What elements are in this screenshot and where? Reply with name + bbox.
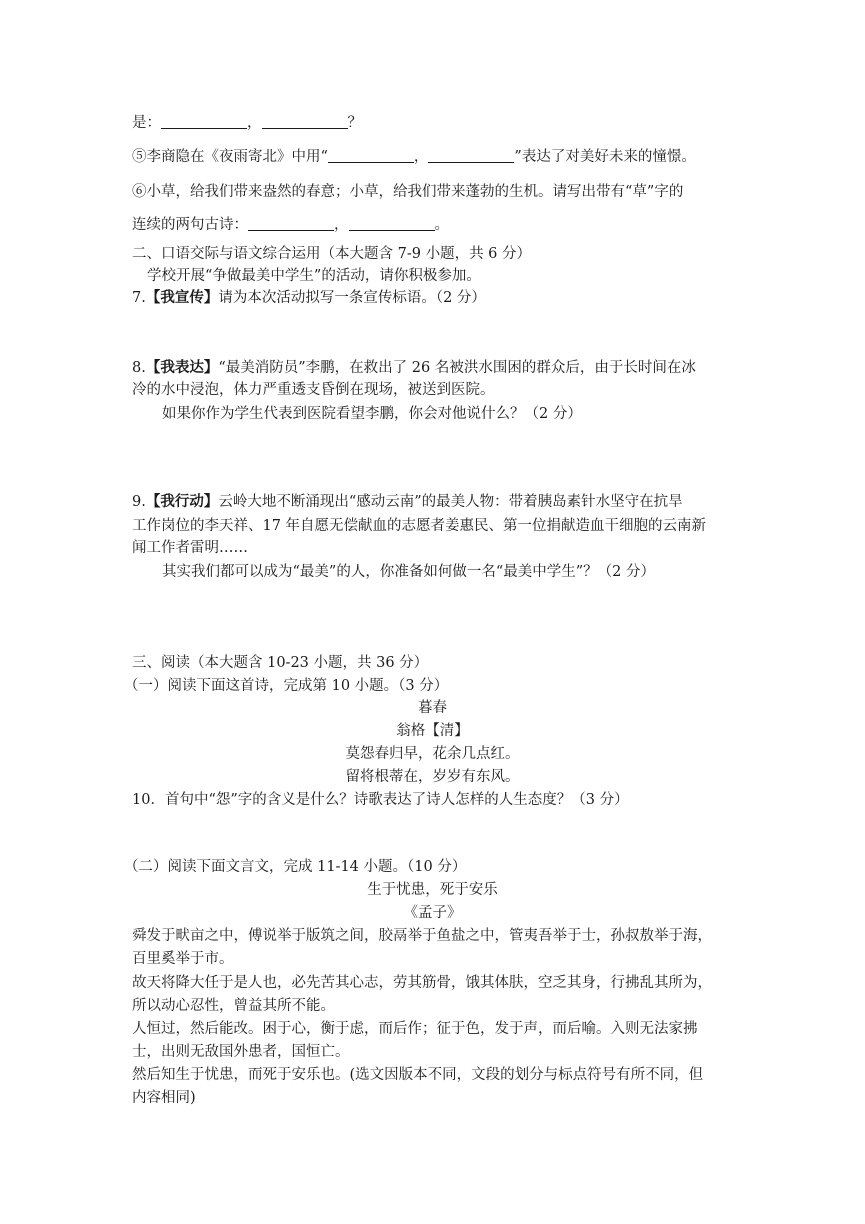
- answer-blank[interactable]: [349, 216, 435, 231]
- q6-line1: ⑥小草，给我们带来盎然的春意；小草，给我们带来蓬勃的生机。请写出带有“草”字的: [132, 184, 684, 200]
- section3-heading: 三、阅读（本大题含 10-23 小题，共 36 分）: [132, 655, 429, 671]
- para3-line1: 人恒过，然后能改。困于心，衡于虑，而后作；征于色，发于声，而后喻。入则无法家拂: [132, 1021, 698, 1037]
- classical-source: 《孟子》: [403, 905, 462, 921]
- poem-title: 暮春: [418, 700, 447, 716]
- poem-line1: 莫怨春归早，花余几点红。: [345, 746, 520, 762]
- q6-line2: [132, 215, 735, 235]
- para2-line1: 故天将降大任于是人也，必先苦其心志，劳其筋骨，饿其体肤，空乏其身，行拂乱其所为，: [132, 975, 712, 991]
- q9-line1: [132, 492, 735, 512]
- q6-suffix: 。: [434, 217, 449, 233]
- q7-text: 请为本次活动拟写一条宣传标语。（2 分）: [218, 290, 486, 306]
- q9-line3: 闻工作者雷明……: [132, 540, 248, 556]
- section2-heading: 二、口语交际与语文综合运用（本大题含 7-9 小题，共 6 分）: [132, 246, 532, 262]
- part1-heading: （一）阅读下面这首诗，完成第 10 小题。（3 分）: [124, 678, 449, 694]
- poem-line2: 留将根蒂在，岁岁有东风。: [345, 769, 520, 785]
- separator: ，: [413, 149, 429, 165]
- q9-line4: 其实我们都可以成为“最美”的人，你准备如何做一名“最美中学生”？（2 分）: [162, 564, 655, 580]
- q9-number: 9.: [132, 494, 146, 510]
- answer-blank[interactable]: [428, 148, 514, 163]
- para4-line1: 然后知生于忧患，而死于安乐也。(选文因版本不同，文段的划分与标点符号有所不同，但: [132, 1067, 704, 1083]
- q4-prefix: 是：: [132, 115, 161, 131]
- classical-title: 生于忧患，死于安乐: [367, 882, 498, 898]
- q5-prefix: ⑤李商隐在《夜雨寄北》中用“: [132, 149, 328, 165]
- section2-intro: 学校开展“争做最美中学生”的活动，请你积极参加。: [147, 268, 481, 284]
- q5-suffix: ”表达了对美好未来的憧憬。: [514, 149, 696, 165]
- separator: ，: [247, 115, 262, 131]
- answer-blank[interactable]: [328, 148, 414, 163]
- q9-line2: 工作岗位的李天祥、17 年自愿无偿献血的志愿者姜惠民、第一位捐献造血干细胞的云南新: [132, 518, 707, 534]
- answer-blank[interactable]: [248, 216, 334, 231]
- q9-text: 云岭大地不断涌现出“感动云南”的最美人物：带着胰岛素针水坚守在抗旱: [218, 494, 683, 510]
- q4-suffix: ？: [347, 115, 362, 131]
- answer-blank[interactable]: [161, 114, 247, 129]
- q6-prefix: 连续的两句古诗：: [132, 217, 248, 233]
- q7-tag: 【我宣传】: [145, 289, 219, 306]
- answer-blank[interactable]: [262, 114, 348, 129]
- q8-line3: 如果你作为学生代表到医院看望李鹏，你会对他说什么？（2 分）: [162, 406, 582, 422]
- q7-number: 7.: [132, 290, 146, 306]
- q8-number: 8.: [132, 360, 146, 376]
- separator: ，: [334, 217, 349, 233]
- q9-tag: 【我行动】: [145, 493, 219, 510]
- q8-text: “最美消防员”李鹏，在救出了 26 名被洪水围困的群众后，由于长时间在冰: [218, 360, 696, 376]
- part2-heading: （二）阅读下面文言文，完成 11-14 小题。（10 分）: [124, 859, 467, 875]
- q8-line2: 冷的水中浸泡，体力严重透支昏倒在现场，被送到医院。: [132, 382, 495, 398]
- para3-line2: 士，出则无敌国外患者，国恒亡。: [132, 1044, 350, 1060]
- para2-line2: 所以动心忍性，曾益其所不能。: [132, 998, 335, 1014]
- para1-line1: 舜发于畎亩之中，傅说举于版筑之间，胶鬲举于鱼盐之中，管夷吾举于士，孙叔敖举于海，: [132, 928, 712, 944]
- q4-answer-line: [132, 113, 735, 133]
- q7: [132, 288, 735, 308]
- poem-author: 翁格【清】: [396, 723, 469, 739]
- q5-line: [132, 147, 735, 167]
- para1-line2: 百里奚举于市。: [132, 951, 234, 967]
- q8-line1: [132, 358, 735, 378]
- para4-line2: 内容相同): [132, 1090, 196, 1106]
- q10: 10．首句中“怨”字的含义是什么？诗歌表达了诗人怎样的人生态度？（3 分）: [132, 792, 629, 808]
- q8-tag: 【我表达】: [145, 359, 219, 376]
